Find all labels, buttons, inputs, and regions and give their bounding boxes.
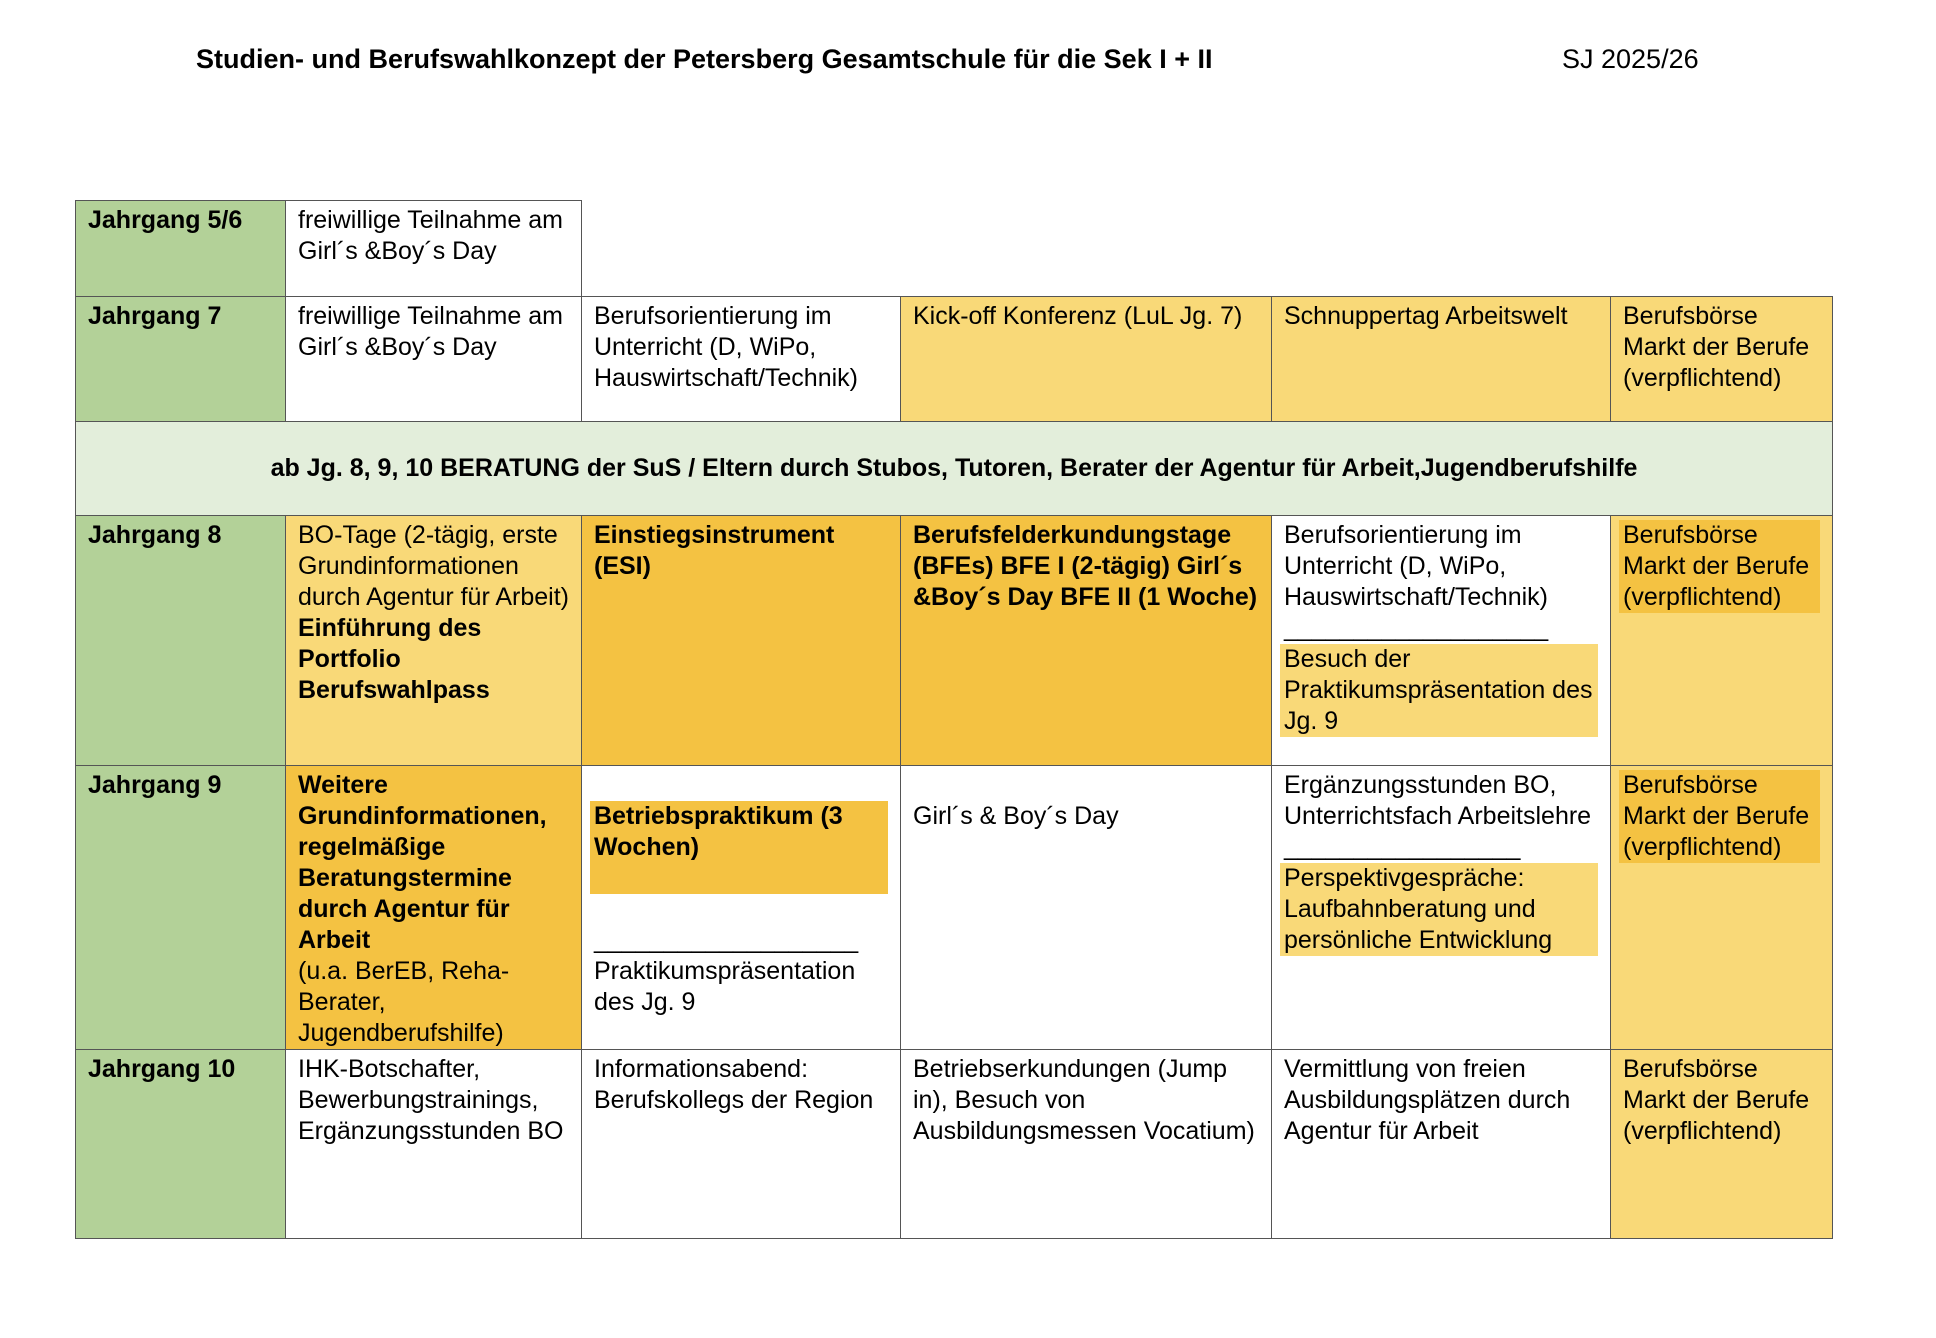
- cell: [1611, 766, 1833, 1050]
- cell: [582, 766, 901, 1050]
- cell: IHK-Botschafter, Bewerbungstrainings, Ergänzungsstunden BO: [286, 1050, 582, 1239]
- concept-table: [75, 200, 1833, 1239]
- cell: Informationsabend: Berufskollegs der Region: [582, 1050, 901, 1239]
- highlighted-text: Berufsbörse Markt der Berufe (verpflichtend): [1619, 520, 1820, 613]
- cell-text: Praktikumspräsentation des Jg. 9: [594, 957, 856, 1016]
- highlighted-text: Besuch der Praktikumspräsentation des Jg. 9: [1280, 644, 1598, 737]
- row-jahrgang-9: [76, 766, 1833, 1050]
- separator-line: _________________: [1284, 833, 1521, 861]
- row-label: Jahrgang 10: [76, 1050, 286, 1239]
- highlighted-text: Perspektivgespräche: Laufbahnberatung und persönliche Entwicklung: [1280, 863, 1598, 956]
- cell-text-bold: Einführung des Portfolio Berufswahlpass: [298, 614, 490, 704]
- cell: Vermittlung von freien Ausbildungsplätzen durch Agentur für Arbeit: [1272, 1050, 1611, 1239]
- cell: Einstiegsinstrument (ESI): [582, 516, 901, 766]
- row-beratung-band: [76, 422, 1833, 516]
- cell-text-bold: Weitere Grundinformationen, regelmäßige Beratungstermine durch Agentur für Arbeit: [298, 771, 547, 954]
- cell-text: Ergänzungsstunden BO, Unterrichtsfach Arbeitslehre: [1284, 771, 1592, 830]
- cell: Schnuppertag Arbeitswelt: [1272, 297, 1611, 422]
- row-jahrgang-10: [76, 1050, 1833, 1239]
- cell: Berufsbörse Markt der Berufe (verpflichtend): [1611, 297, 1833, 422]
- separator-line: ___________________: [1284, 614, 1549, 642]
- cell: [1272, 766, 1611, 1050]
- document-title: Studien- und Berufswahlkonzept der Petersberg Gesamtschule für die Sek I + II: [196, 44, 1213, 74]
- separator-line: ___________________: [594, 926, 859, 954]
- highlighted-text: Betriebspraktikum (3 Wochen): [590, 801, 888, 894]
- cell-text: BO-Tage (2-tägig, erste Grundinformationen durch Agentur für Arbeit): [298, 521, 569, 611]
- cell-text: Berufsorientierung im Unterricht (D, WiPo, Hauswirtschaft/Technik): [1284, 521, 1548, 611]
- row-jahrgang-7: [76, 297, 1833, 422]
- row-label: Jahrgang 8: [76, 516, 286, 766]
- beratung-band: ab Jg. 8, 9, 10 BERATUNG der SuS / Eltern durch Stubos, Tutoren, Berater der Agentur für Arbeit,Jugendberufshilfe: [76, 422, 1833, 516]
- cell: [286, 766, 582, 1050]
- cell-text: (u.a. BerEB, Reha-Berater, Jugendberufshilfe): [298, 957, 510, 1047]
- cell-text: Girl´s & Boy´s Day: [913, 802, 1119, 830]
- cell: Betriebserkundungen (Jump in), Besuch von Ausbildungsmessen Vocatium): [901, 1050, 1272, 1239]
- cell: Kick-off Konferenz (LuL Jg. 7): [901, 297, 1272, 422]
- school-year: SJ 2025/26: [1562, 44, 1699, 74]
- cell: [901, 766, 1272, 1050]
- cell: [1272, 516, 1611, 766]
- cell: [286, 516, 582, 766]
- row-jahrgang-8: [76, 516, 1833, 766]
- row-label: Jahrgang 5/6: [76, 201, 286, 297]
- row-label: Jahrgang 7: [76, 297, 286, 422]
- highlighted-text: Berufsbörse Markt der Berufe (verpflichtend): [1619, 770, 1820, 863]
- row-jahrgang-5-6: [76, 201, 1833, 297]
- cell: freiwillige Teilnahme am Girl´s &Boy´s Day: [286, 201, 582, 297]
- row-label: Jahrgang 9: [76, 766, 286, 1050]
- cell: Berufsorientierung im Unterricht (D, WiPo, Hauswirtschaft/Technik): [582, 297, 901, 422]
- cell: [1611, 516, 1833, 766]
- cell: Berufsfelderkundungstage (BFEs) BFE I (2-tägig) Girl´s &Boy´s Day BFE II (1 Woche): [901, 516, 1272, 766]
- cell: Berufsbörse Markt der Berufe (verpflichtend): [1611, 1050, 1833, 1239]
- cell: freiwillige Teilnahme am Girl´s &Boy´s Day: [286, 297, 582, 422]
